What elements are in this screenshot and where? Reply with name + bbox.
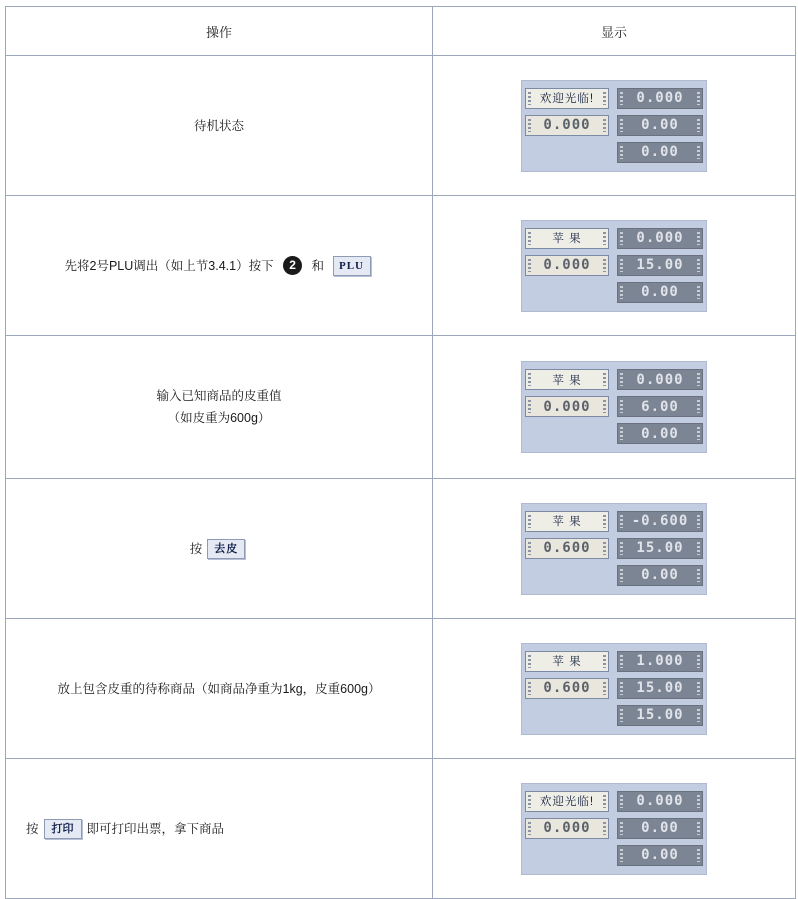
product-name-display [525, 369, 609, 390]
weight-display [617, 369, 703, 390]
unit-price-display [525, 538, 609, 559]
weight-display-value: 1.000 [636, 653, 684, 669]
product-name-display [525, 88, 609, 109]
operation-cell [6, 56, 433, 196]
table-row [6, 619, 796, 759]
unit-price-display-value: 0.000 [543, 820, 591, 836]
operation-display-table [5, 6, 796, 899]
numeric-key-2[interactable]: 2 [283, 256, 302, 275]
display-cell [433, 56, 796, 196]
product-name-display-value: 欢迎光临! [539, 796, 595, 808]
weight-display [617, 228, 703, 249]
unit-price-display-value: 0.600 [543, 540, 591, 556]
display-cell [433, 479, 796, 619]
instruction-text: 先将2号PLU调出（如上节3.4.1）按下 [64, 258, 278, 273]
scale-display-panel [521, 503, 707, 595]
key-去皮[interactable]: 去皮 [207, 539, 245, 559]
weight-display [617, 88, 703, 109]
total-price-display-value: 15.00 [636, 680, 684, 696]
table-row [6, 196, 796, 336]
total-price-display [617, 678, 703, 699]
weight-display [617, 791, 703, 812]
scale-display-wrapper [433, 489, 795, 609]
scale-display-panel [521, 783, 707, 875]
product-name-display-value: 苹 果 [552, 374, 582, 387]
instruction-text: 和 [308, 258, 328, 273]
product-name-display-value: 苹 果 [552, 516, 582, 528]
amount-display-value: 0.00 [641, 567, 679, 583]
unit-price-display-value: 0.000 [543, 398, 591, 415]
product-name-display-value: 欢迎光临! [539, 93, 595, 105]
instruction-line [6, 115, 432, 137]
operation-cell [6, 479, 433, 619]
unit-price-display [525, 115, 609, 136]
amount-display-value: 0.00 [641, 144, 679, 160]
instruction-line [6, 407, 432, 429]
table-row [6, 336, 796, 479]
amount-display-value: 0.00 [641, 847, 679, 863]
weight-display-value: 0.000 [636, 371, 684, 388]
scale-display-wrapper [433, 629, 795, 749]
product-name-display [525, 228, 609, 249]
scale-display-panel [521, 220, 707, 312]
scale-display-wrapper [433, 769, 795, 889]
weight-display-value: 0.000 [636, 793, 684, 809]
instruction-line [6, 678, 432, 700]
product-name-display-value: 苹 果 [552, 233, 582, 245]
instruction-line [6, 538, 432, 560]
weight-display [617, 651, 703, 672]
weight-display [617, 511, 703, 532]
scale-display-wrapper [433, 206, 795, 326]
product-name-display-value: 苹 果 [552, 656, 582, 668]
operation-cell [6, 759, 433, 899]
instruction-text: 按 [26, 821, 39, 836]
product-name-display [525, 791, 609, 812]
instruction-text: 按 [189, 541, 203, 556]
amount-display [617, 423, 703, 444]
scale-display-panel [521, 80, 707, 172]
product-name-display [525, 651, 609, 672]
amount-display [617, 845, 703, 866]
total-price-display-value: 6.00 [641, 398, 679, 415]
total-price-display-value: 15.00 [636, 540, 684, 556]
total-price-display-value: 0.00 [641, 820, 679, 836]
scale-display-panel [521, 643, 707, 735]
weight-display-value: -0.600 [631, 513, 689, 529]
table-row [6, 56, 796, 196]
table-header-row [6, 7, 796, 56]
product-name-display [525, 511, 609, 532]
total-price-display-value: 15.00 [636, 257, 684, 273]
total-price-display [617, 255, 703, 276]
unit-price-display [525, 678, 609, 699]
amount-display-value: 0.00 [641, 284, 679, 300]
unit-price-display [525, 255, 609, 276]
total-price-display [617, 396, 703, 417]
operation-cell [6, 619, 433, 759]
unit-price-display-value: 0.600 [543, 680, 591, 696]
weight-display-value: 0.000 [636, 230, 684, 246]
column-header-operation: 操作 [6, 7, 433, 56]
amount-display-value: 15.00 [636, 707, 684, 723]
instruction-line [6, 255, 432, 277]
unit-price-display-value: 0.000 [543, 257, 591, 273]
key-打印[interactable]: 打印 [44, 819, 82, 839]
total-price-display [617, 818, 703, 839]
instruction-text: 放上包含皮重的待称商品（如商品净重为1kg，皮重600g） [57, 681, 381, 696]
scale-display-wrapper [433, 66, 795, 186]
operation-cell [6, 196, 433, 336]
display-cell [433, 196, 796, 336]
instruction-line [6, 818, 432, 840]
unit-price-display [525, 818, 609, 839]
weight-display-value: 0.000 [636, 90, 684, 106]
amount-display [617, 282, 703, 303]
display-cell [433, 759, 796, 899]
amount-display [617, 142, 703, 163]
operation-cell [6, 336, 433, 479]
column-header-display: 显示 [433, 7, 796, 56]
total-price-display-value: 0.00 [641, 117, 679, 133]
table-row [6, 759, 796, 899]
total-price-display [617, 538, 703, 559]
scale-display-wrapper [433, 347, 795, 467]
instruction-line [6, 385, 432, 407]
amount-display-value: 0.00 [641, 425, 679, 442]
instruction-text: 即可打印出票，拿下商品 [86, 821, 225, 836]
amount-display [617, 705, 703, 726]
instruction-text: 待机状态 [193, 118, 244, 133]
total-price-display [617, 115, 703, 136]
table-body [6, 56, 796, 899]
instruction-text: （如皮重为600g） [167, 411, 271, 425]
display-cell [433, 336, 796, 479]
table-row [6, 479, 796, 619]
scale-display-panel [521, 361, 707, 453]
unit-price-display [525, 396, 609, 417]
amount-display [617, 565, 703, 586]
instruction-text: 输入已知商品的皮重值 [156, 389, 282, 403]
key-PLU[interactable]: PLU [333, 256, 371, 276]
display-cell [433, 619, 796, 759]
unit-price-display-value: 0.000 [543, 117, 591, 133]
